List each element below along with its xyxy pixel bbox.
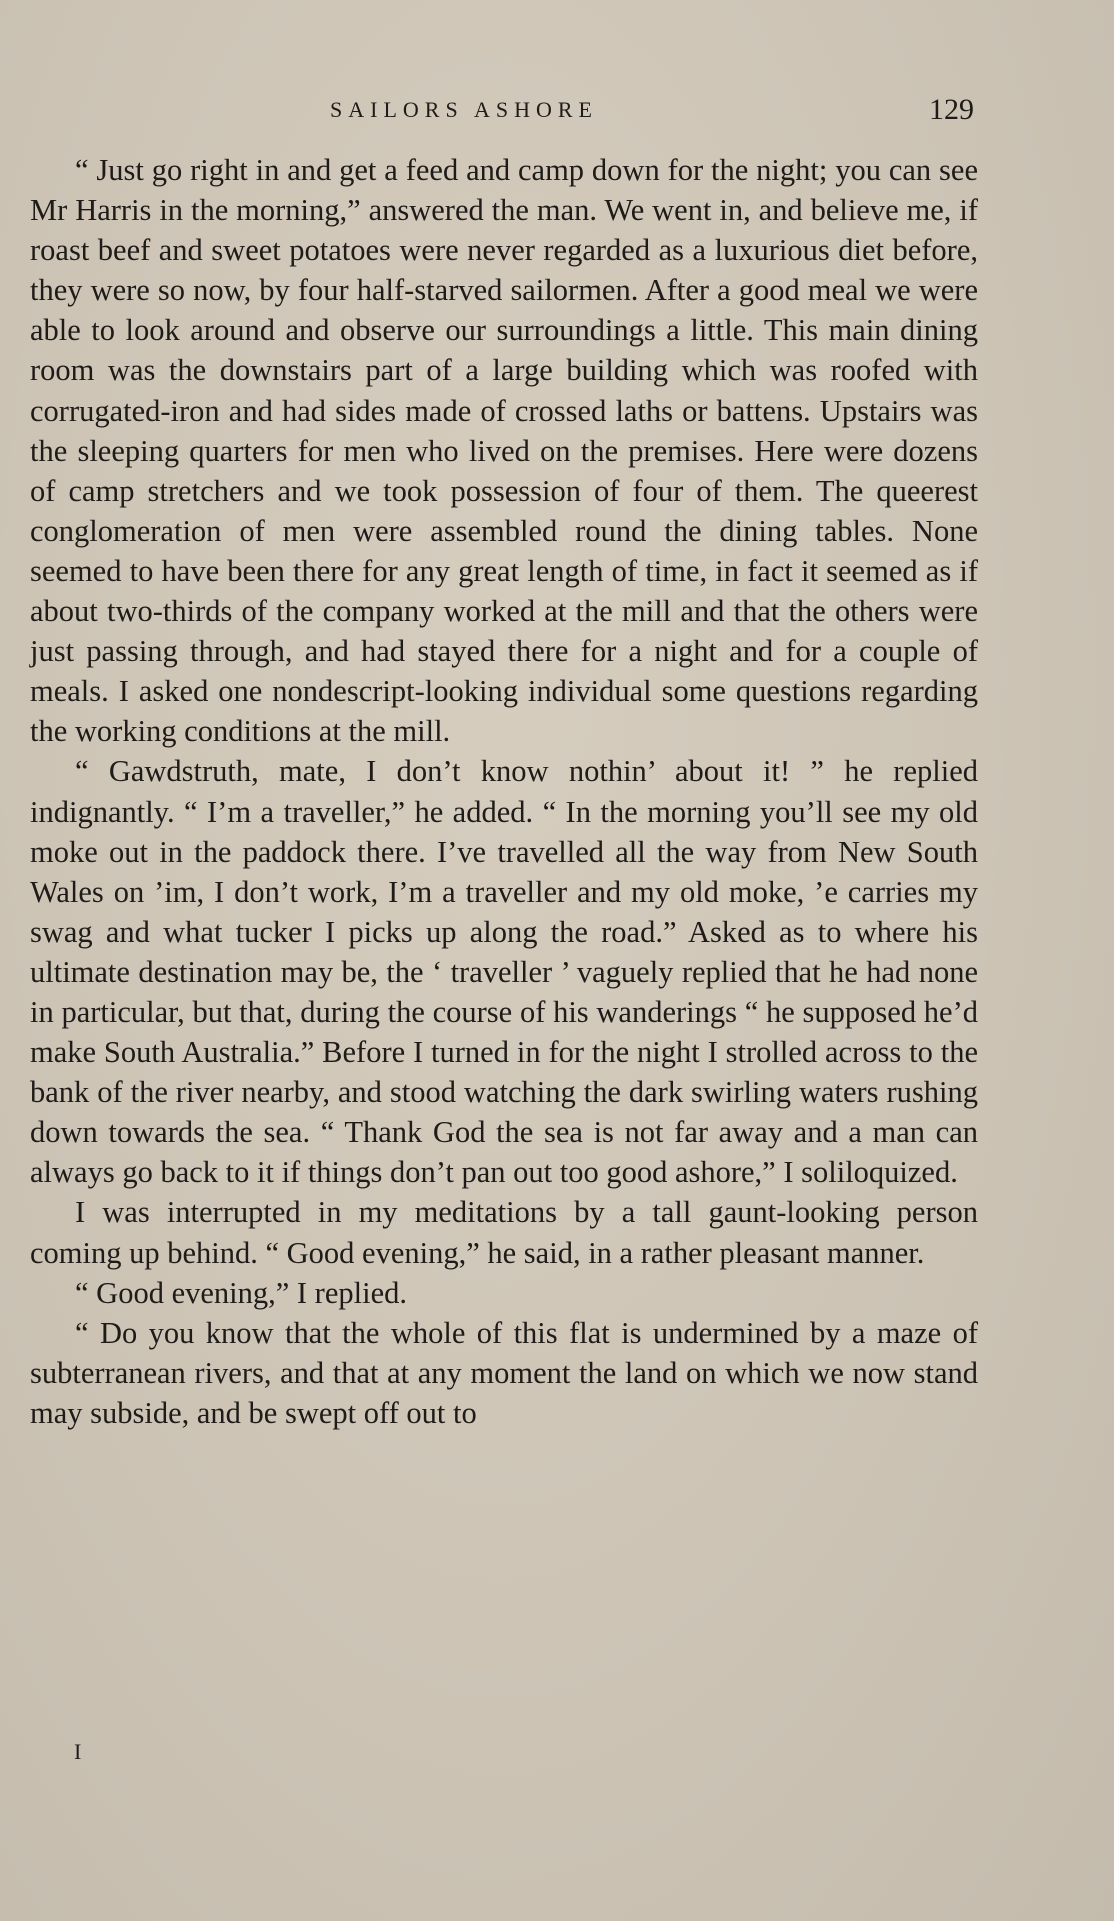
- body-text: [30, 150, 978, 1433]
- paragraph: “ Do you know that the whole of this flat is undermined by a maze of subterranean rivers, and that at any moment the land on which we now stand may subside, and be swept off out to: [30, 1315, 978, 1430]
- paragraph: I was interrupted in my meditations by a tall gaunt-looking person coming up behind. “ Good evening,” he said, in a rather pleasant manner.: [30, 1195, 978, 1270]
- running-head: [0, 90, 1114, 130]
- signature-mark: I: [74, 1739, 82, 1764]
- paragraph: “ Gawdstruth, mate, I don’t know nothin’ about it! ” he replied indignantly. “ I’m a traveller,” he added. “ In the morning you’ll see my old moke out in the paddock there. I’ve travelled all the way from New South Wales on ’im, I don’t work, I’m a traveller and my old moke, ’e carries my swag and what tucker I picks up along the road.” Asked as to where his ultimate destination may be, the ‘ traveller ’ vaguely replied that he had none in particular, but that, during the course of his wanderings “ he supposed he’d make South Australia.” Before I turned in for the night I strolled across to the bank of the river nearby, and stood watching the dark swirling waters rushing down towards the sea. “ Thank God the sea is not far away and a man can always go back to it if things don’t pan out too good ashore,” I soliloquized.: [30, 754, 978, 1190]
- page-number: 129: [929, 93, 974, 126]
- paragraph: “ Good evening,” I replied.: [75, 1275, 407, 1310]
- running-title: SAILORS ASHORE: [330, 97, 598, 122]
- paragraph: “ Just go right in and get a feed and camp down for the night; you can see Mr Harris in the morning,” answered the man. We went in, and believe me, if roast beef and sweet potatoes were never regarded as a luxurious diet before, they were so now, by four half-starved sailormen. After a good meal we were able to look around and observe our surroundings a little. This main dining room was the downstairs part of a large building which was roofed with corrugated-iron and had sides made of crossed laths or battens. Upstairs was the sleeping quarters for men who lived on the premises. Here were dozens of camp stretchers and we took possession of four of them. The queerest conglomeration of men were assembled round the dining tables. None seemed to have been there for any great length of time, in fact it seemed as if about two-thirds of the company worked at the mill and that the others were just passing through, and had stayed there for a night and for a couple of meals. I asked one nondescript-looking individual some questions regarding the working conditions at the mill.: [30, 153, 978, 749]
